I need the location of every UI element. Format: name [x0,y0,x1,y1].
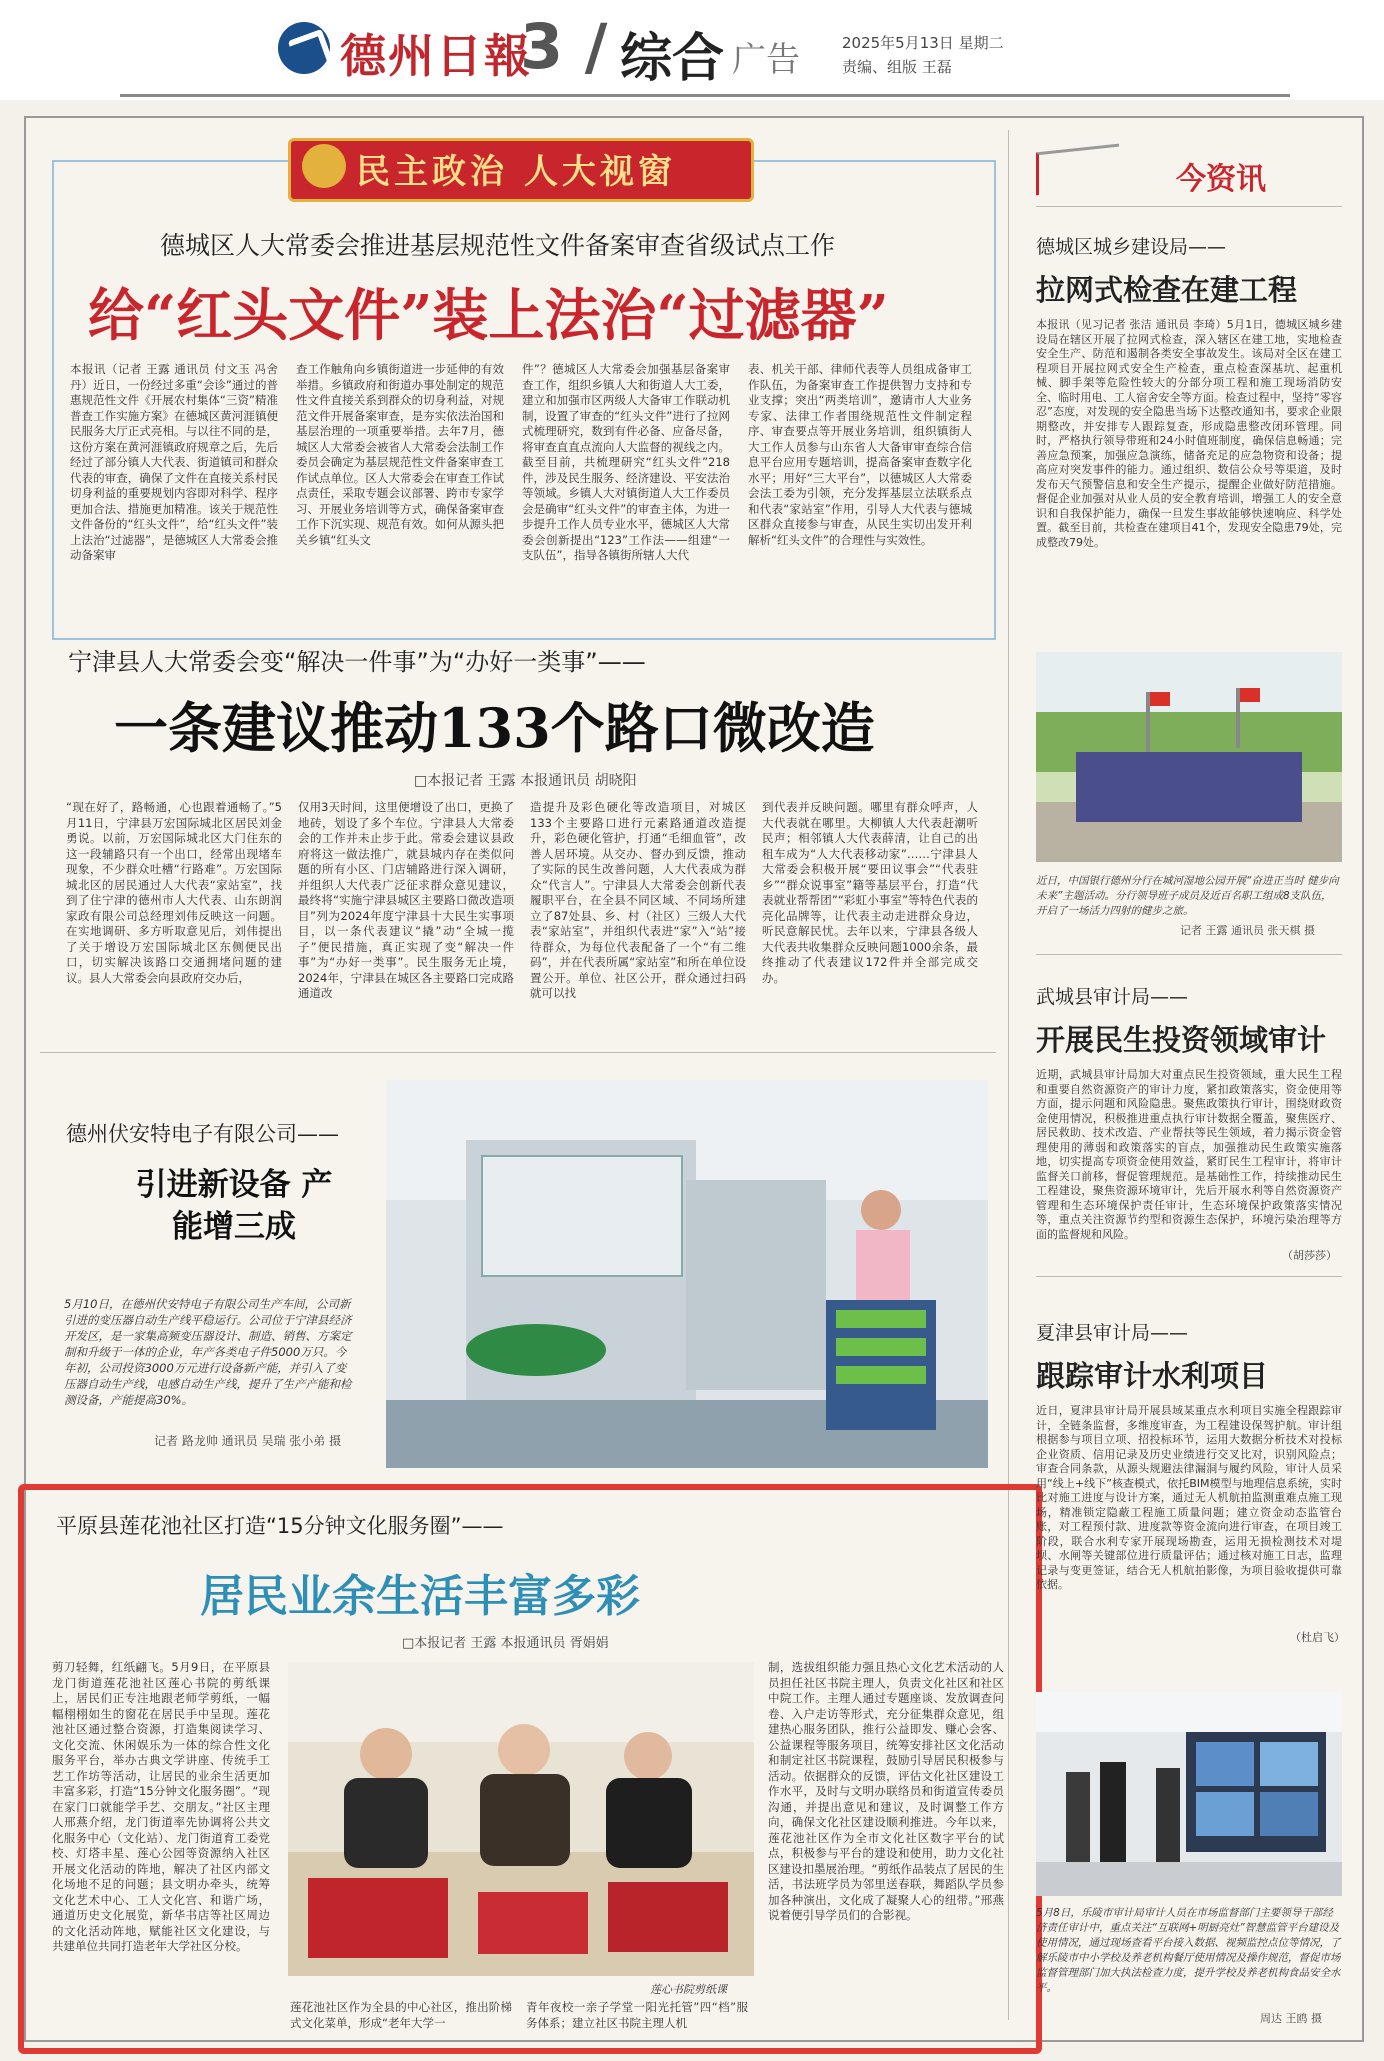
sidebar-s1-kicker: 德城区城乡建设局—— [1036,236,1227,258]
article4-photo-caption: 莲心书院剪纸课 [650,1983,727,1996]
sidebar-s2-caption: 近日，中国银行德州分行在城河湿地公园开展“奋进正当时 健步向未来”主题活动。分行领导班子成员及近百名职工组成8支队伍，开启了一场活力四射的健步之旅。 [1036,875,1339,917]
article4-kicker: 平原县莲花池社区打造“15分钟文化服务圈”—— [56,1514,504,1538]
sidebar-tag: 今资讯 [1176,162,1266,197]
sidebar-tag-rule [1036,206,1342,207]
sidebar-rule-2 [1036,1276,1342,1277]
article4-headline: 居民业余生活丰富多彩 [200,1571,640,1622]
editor-credit: 责编、组版 王磊 [842,58,952,76]
sidebar-s4-body: 近日，夏津县审计局开展县域某重点水利项目实施全程跟踪审计，全链条监督，多维度审查，为工程建设保驾护航。审计组根据参与项目立项、招投标环节，运用大数据分析技术对投标企业资质、信用记录及历史业绩进行交叉比对，识别风险点；审查合同条款，从源头规避法律漏洞与履约风险，审计人员采用“线上+线下”核查模式，依托BIM模型与地理信息系统，实时比对施工进度与设计方案，通过无人机航拍监测重难点施工现场，精准锁定隐蔽工程施工质量问题；建立资金动态监管台账，对工程预付款、进度款等资金流向进行审查，在项目竣工阶段，联合水利专家开展现场勘查，运用无损检测技术对堤坝、水闸等关键部位进行质量评估；通过核对施工日志，监理记录与变更签证，结合无人机航拍影像，为项目验收提供可靠依据。 [1036,1404,1342,1591]
page-section-sub: 广告 [732,40,800,80]
sidebar-s4-headline: 跟踪审计水利项目 [1036,1359,1269,1393]
sidebar-s3-body: 近期，武城县审计局加大对重点民生投资领域，重大民生工程和重要自然资源资产的审计力度，紧扣政策落实，资金使用等方面，提示问题和风险隐患。聚焦政策执行审计，围绕财政资金使用情况，积极推进重点执行审计数据全覆盖，聚焦医疗、居民救助、技术改造、产业帮扶等民生领域，着力揭示资金管理使用的薄弱和政策落实的盲点，加强推动民生政策实施落地，切实提高专项资金使用效益，紧盯民生工程审计，将审计监督关口前移，督促管理规范。是基础性工作，持续推动民生工程建设，聚焦资源环境审计，先后开展水利等自然资源资产管理和生态环境保护责任审计，生态环境保护政策落实情况等，重点关注资源节约型和资源生态保护，环境污染治理等方面的监督规和风险。 [1036,1068,1342,1241]
factory-photo [386,1080,988,1468]
article2-col1: “现在好了，路畅通，心也跟着通畅了。”5月11日，宁津县万宏国际城北区居民刘金勇说。以前，万宏国际城北区大门住东的这一段辅路只有一个出口，经常出现堵车现象，不少群众吐槽“行路难”。万宏国际城北区的居民通过人大代表“家站室”，找到了住宁津的德州市人大代表、山东朗润家政有限公司总经理刘伟反映这一问题。在实地调研、多方听取意见后，刘伟提出了关于增设万宏国际城北区东侧便民出口，切实解决该路口交通拥堵问题的建议。县人大常委会向县政府交办后， [66,800,282,985]
article2-headline: 一条建议推动133个路口微改造 [114,696,875,760]
section-separator [40,1052,996,1053]
article2-byline: □本报记者 王露 本报通讯员 胡晓阳 [414,773,637,789]
article4-bottom1: 莲花池社区作为全县的中心社区，推出阶梯式文化菜单，形成“老年大学一 [290,2000,512,2030]
masthead-rule [120,94,1290,97]
sidebar-s3-kicker: 武城县审计局—— [1036,986,1189,1008]
article1-headline: 给“红头文件”装上法治“过滤器” [88,283,889,349]
national-emblem-icon [302,144,346,188]
article1-kicker: 德城区人大常委会推进基层规范性文件备案审查省级试点工作 [160,231,836,260]
papercut-photo [288,1662,754,1976]
sidebar-s4-author: （杜启飞） [1290,1631,1345,1644]
article2-col4: 到代表并反映问题。哪里有群众呼声，人大代表就在哪里。大柳镇人大代表赶潮听民声；相邻镇人大代表薛清，让自己的出租车成为“人大代表移动家”……宁津县人大常委会积极开展“要田议事会”“代表驻乡”“群众说事室”籍等基层平台，打造“代表就业帮帮团”“彩虹小事室”等特色代表的亮化品牌等，让代表主动走进群众身边，听民意解民忧。去年以来，宁津县各级人大代表共收集群众反映问题1000余条，最终推动了代表建议172件并全部完成交办。 [762,800,978,985]
newspaper-name: 德州日報 [340,29,532,83]
sidebar-rule-1 [1036,954,1342,955]
sidebar-s2-byline: 记者 王露 通讯员 张天棋 摄 [1180,924,1315,937]
article4-col3: 制，选拔组织能力强且热心文化艺术活动的人员担任社区书院主理人，负责文化社区和社区中院工作。主理人通过专题座谈、发放调查问卷、入户走访等形式，充分征集群众意见，组建热心服务团队，推行公益即发、赚心会客、公益课程等服务项目，统筹安排社区文化活动和制定社区书院课程，鼓励引导居民积极参与活动。依据群众的反馈，评估文化社区建设工作水平，及时与文明办联络员和街道宣传委员沟通，并提出意见和建议，及时调整工作方向，确保文化社区建设顺利推进。今年以来，莲花池社区作为全市文化社区数字平台的试点，积极参与平台的建设和使用，助力文化社区建设扣墨展治理。“剪纸作品装点了居民的生活，书法班学员为邻里送春联，舞蹈队学员参加各种演出，文化成了凝聚人心的纽带。”邢燕说着便引导学员们的合影视。 [768,1660,1004,1922]
article2-col2: 仅用3天时间，这里便增设了出口，更换了地砖，划设了多个车位。宁津县人大常委会的工作并未止步于此。常委会建议县政府将这一做法推广，就县城内存在类似问题的所有小区、门店辅路进行深入调研，并组织人大代表广泛征求群众意见建议，最终将“实施宁津县城区主要路口微改造项目”列为2024年度宁津县十大民生实事项目，以一条代表建议“撬”动“全城一揽子”便民措施，真正实现了变“解决一件事”为“办好一类事”。民生服务无止境，2024年，宁津县在城区各主要路口完成路通道改 [298,800,514,1000]
sidebar-s3-author: （胡莎莎） [1282,1249,1337,1262]
article3-byline: 记者 路龙帅 通讯员 吴瑞 张小弟 摄 [154,1434,342,1448]
sidebar-s1-body: 本报讯（见习记者 张洁 通讯员 李琦）5月1日，德城区城乡建设局在辖区开展了拉网式检查，深入辖区在建工地，实地检查安全生产、防范和遏制各类安全事故发生。该局对全区在建工程项目开展拉网式安全生产检查，重点检查深基坑、起重机械、脚手架等危险性较大的分部分项工程和施工现场消防安全、临时用电、工人宿舍安全等方面。检查过程中，坚持“零容忍”态度，对发现的安全隐患当场下达整改通知书，要求企业限期整改，并安排专人跟踪复查，形成隐患整改闭环管理。同时，严格执行领导带班和24小时值班制度，确保信息畅通；完善应急预案，加强应急演练，储备充足的应急物资和设备；提高应对突发事件的能力。通过组织、数信公众号等渠道，及时发布天气预警信息和安全生产提示，提醒企业做好防范措施。督促企业加强对从业人员的安全教育培训，增强工人的安全意识和自我保护能力，确保一旦发生事故能够快速响应、科学处置。截至目前，共检查在建项目41个，发现安全隐患79处，完成整改79处。 [1036,318,1342,549]
article2-kicker: 宁津县人大常委会变“解决一件事”为“办好一类事”—— [68,648,646,676]
article1-col2: 查工作触角向乡镇街道进一步延伸的有效举措。乡镇政府和街道办事处制定的规范性文件直接关系到群众的切身利益，对规范文件开展备案审查，是夯实依法治国和基层治理的一项重要举措。去年7月，德城区人大常委会被省人大常委会法制工作委员会确定为基层规范性文件备案审查工作试点单位。区人大常委会在审查工作试点责任，采取专题会议部署、跨市专家学习、开展业务培训等方式，确保备案审查工作下沉实现、规范有效。如何从源头把关乡镇“红头文 [296,362,504,547]
article2-col3: 造提升及彩色硬化等改造项目，对城区133个主要路口进行元素路通道改造提升，彩色硬化管护，打通“毛细血管”，改善人居环境。从交办、督办到反馈，推动了实际的民生改善问题，人大代表成为群众“代言人”。宁津县人大常委会创新代表履职平台，在全县不同区域、不同场所建立了87处县、乡、村（社区）三级人大代表“家站室”，并组织代表进“家”入“站”接待群众，为每位代表配备了一个“有二维码”，并在代表所属“家站室”和所在单位设置公开。单位、社区公开，群众通过扫码就可以找 [530,800,746,1000]
article1-col1: 本报讯（记者 王露 通讯员 付文玉 冯舍丹）近日，一份经过多重“会诊”通过的普惠规范性文件《开展农村集体“三资”精准普查工作实施方案》在德城区黄河涯镇便民服务大厅正式亮相。与以往不同的是，这份方案在黄河涯镇政府规章之后，先后经过了部分镇人大代表、街道镇司和群众代表的审查，确保了文件在直接关系村民切身利益的重要规划内容即对科学、程序更加合法、措施更加精准。该关于规范性文件备份的“红头文件”，给“红头文件”装上法治“过滤器”，是德城区人大常委会推动备案审 [70,362,278,562]
article3-caption: 5月10日，在德州伏安特电子有限公司生产车间，公司新引进的变压器自动生产线平稳运行。公司位于宁津县经济开发区，是一家集高频变压器设计、制造、销售、方案定制和升级于一体的企业，年产各类电子件5000万只。今年初，公司投资3000万元进行设备新产能，并引入了变压器自动生产线，电感自动生产线，提升了生产产能和检测设备，产能提高30%。 [64,1297,352,1407]
sidebar-s4-kicker: 夏津县审计局—— [1036,1322,1189,1344]
sidebar-s1-headline: 拉网式检查在建工程 [1036,273,1298,307]
article1-col3: 件”？德城区人大常委会加强基层备案审查工作，组织乡镇人大和街道人大工委，建立和加强市区两级人大备审工作联动机制，设置了审查的“红头文件”进行了拉网式梳理研究，数到有件必备、应备尽备，将审查直直点流向人大监督的视线之内。截至目前，共梳理研究“红头文件”218件，涉及民生服务、经济建设、平安法治等领域。乡镇人大对镇街道人大工作委员会是确审“红头文件”的审查主体，为进一步提升工作人员专业水平，德城区人大常委会创新提出“123”工作法——组建“一支队伍”，指导各镇街所辖人大代 [522,362,730,562]
article3-headline: 引进新设备 产能增三成 [135,1167,333,1245]
article1-col4: 表、机关干部、律师代表等人员组成备审工作队伍，为备案审查工作提供智力支持和专业支撑；突出“两类培训”，邀请市人大业务专家、法律工作者围绕规范性文件制定程序、审查要点等开展业务培训，组织镇街人大工作人员参与山东省人大备审审查综合信息平台应用专题培训，提高备案审查数字化水平；用好“三大平台”，以德城区人大常委会法工委为引领，充分发挥基层立法联系点和代表“家站室”作用，引导人大代表与德城区群众直接参与审查，从民生实切出发开利解析“红头文件”的合理性与实效性。 [748,362,972,547]
article4-byline: □本报记者 王露 本报通讯员 胥娟娟 [402,1636,609,1651]
page-number: 3 / [520,10,608,83]
sidebar-s3-headline: 开展民生投资领域审计 [1036,1023,1327,1057]
issue-date: 2025年5月13日 星期二 [842,34,1004,52]
article4-bottom2: 青年夜校一亲子学堂一阳光托管”四“档”服务体系；建立社区书院主理人机 [526,2000,748,2030]
newspaper-logo-icon [278,22,330,74]
sidebar-s5-caption: 5月8日，乐陵市审计局审计人员在市场监督部门主要领导干部经济责任审计中，重点关注“互联网+明厨亮灶”智慧监管平台建设及使用情况，通过现场查看平台接入数据、视频监控点位等情况，了解乐陵市中小学校及养老机构餐厅使用情况及操作规范，督促市场监督管理部门加大执法检查力度，提升学校及养老机构食品安全水平。 [1036,1907,1341,1994]
walking-event-photo [1036,652,1342,862]
section-banner-label: 民主政治 人大视窗 [356,152,676,192]
page-section: 综合 [620,29,725,89]
sidebar-s5-byline: 周达 王鸥 摄 [1260,2012,1322,2025]
audit-office-photo [1036,1692,1342,1896]
newspaper-graphic-icon [1036,144,1119,196]
article4-col1: 剪刀轻舞，红纸翩飞。5月9日，在平原县龙门街道莲花池社区莲心书院的剪纸课上，居民们正专注地跟老师学剪纸，一幅幅栩栩如生的窗花在居民手中呈现。莲花池社区通过整合资源，打造集阅读学习、文化交流、休闲娱乐为一体的综合性文化服务平台，举办古典文学讲座、传统手工艺工作坊等活动，让居民的业余生活更加丰富多彩，打造“15分钟文化服务圈”。“现在家门口就能学手艺、交朋友。”社区主理人邢燕介绍，龙门街道率先协调将公共文化服务中心（文化站）、龙门街道育工委党校、灯塔丰星、莲心公园等资源纳入社区开展文化活动的阵地，解决了社区内部文化场地不足的问题；县文明办牵头，统筹文化艺术中心、工人文化宫、和谐广场，通道历史文化展览，新华书店等社区周边的文化活动阵地，赋能社区文化建设，与共建单位共同打造老年大学社区分校。 [52,1660,270,1953]
article3-kicker: 德州伏安特电子有限公司—— [66,1122,339,1146]
